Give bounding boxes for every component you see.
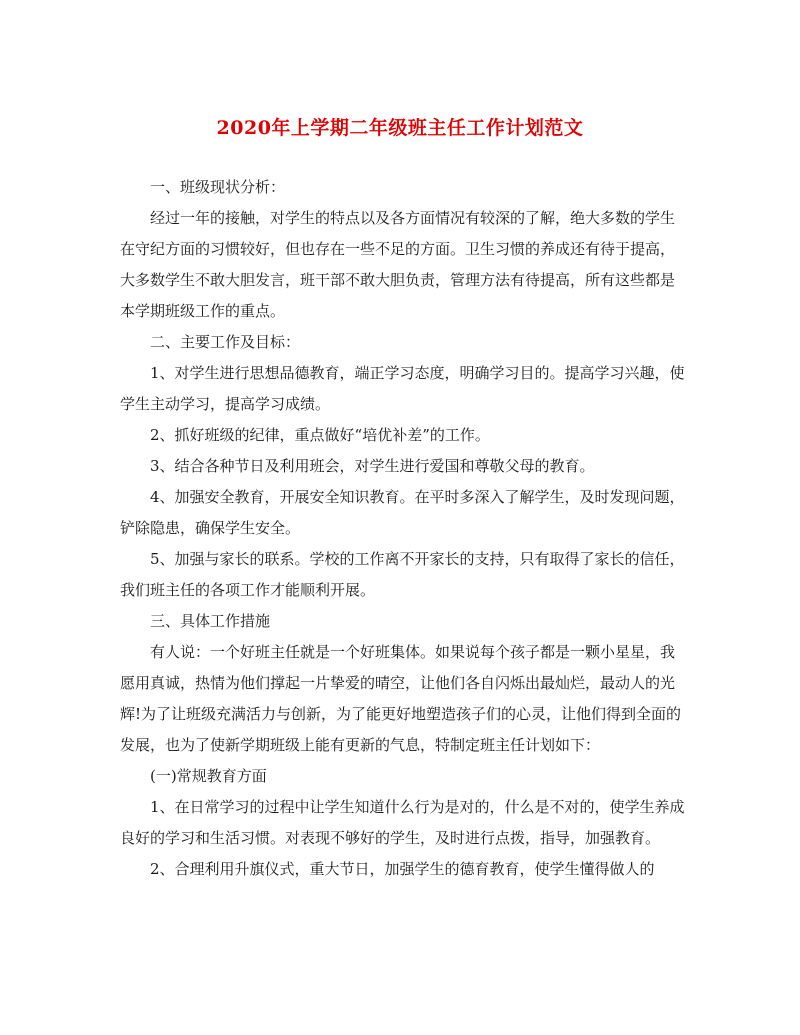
- routine-item-2: 2、合理利用升旗仪式，重大节日，加强学生的德育教育，使学生懂得做人的: [150, 860, 655, 878]
- goal-item-1: 1、对学生进行思想品德教育，端正学习态度，明确学习目的。提高学习兴趣，使学生主动学习，提高学习成绩。: [120, 364, 685, 413]
- section-heading-1: 一、班级现状分析：: [150, 178, 286, 196]
- paragraph-intro: 有人说：一个好班主任就是一个好班集体。如果说每个孩子都是一颗小星星，我愿用真诚，热情为他们撑起一片挚爱的晴空，让他们各自闪烁出最灿烂，最动人的光辉!为了让班级充满活力与创新，为了能更好地塑造孩子们的心灵，让他们得到全面的发展，也为了使新学期班级上能有更新的气息，特制定班主任计划如下：: [120, 643, 682, 754]
- section-heading-3: 三、具体工作措施: [150, 612, 271, 630]
- section-heading-2: 二、主要工作及目标：: [150, 333, 301, 351]
- subsection-heading-routine: (一)常规教育方面: [150, 767, 267, 785]
- document-title: 2020年上学期二年级班主任工作计划范文: [216, 117, 584, 139]
- paragraph-class-status: 经过一年的接触，对学生的特点以及各方面情况有较深的了解，绝大多数的学生在守纪方面的习惯较好，但也存在一些不足的方面。卫生习惯的养成还有待于提高，大多数学生不敢大胆发言，班干部不敢大胆负责，管理方法有待提高，所有这些都是本学期班级工作的重点。: [120, 209, 676, 320]
- goal-item-3: 3、结合各种节日及利用班会，对学生进行爱国和尊敬父母的教育。: [150, 457, 595, 475]
- goal-item-5: 5、加强与家长的联系。学校的工作离不开家长的支持，只有取得了家长的信任，我们班主任的各项工作才能顺利开展。: [120, 550, 685, 599]
- goal-item-4: 4、加强安全教育，开展安全知识教育。在平时多深入了解学生，及时发现问题，铲除隐患，确保学生安全。: [120, 488, 685, 537]
- document-body: [120, 172, 686, 885]
- routine-item-1: 1、在日常学习的过程中让学生知道什么行为是对的，什么是不对的，使学生养成良好的学习和生活习惯。对表现不够好的学生，及时进行点拨，指导，加强教育。: [120, 798, 685, 847]
- goal-item-2: 2、抓好班级的纪律，重点做好“培优补差”的工作。: [150, 426, 490, 444]
